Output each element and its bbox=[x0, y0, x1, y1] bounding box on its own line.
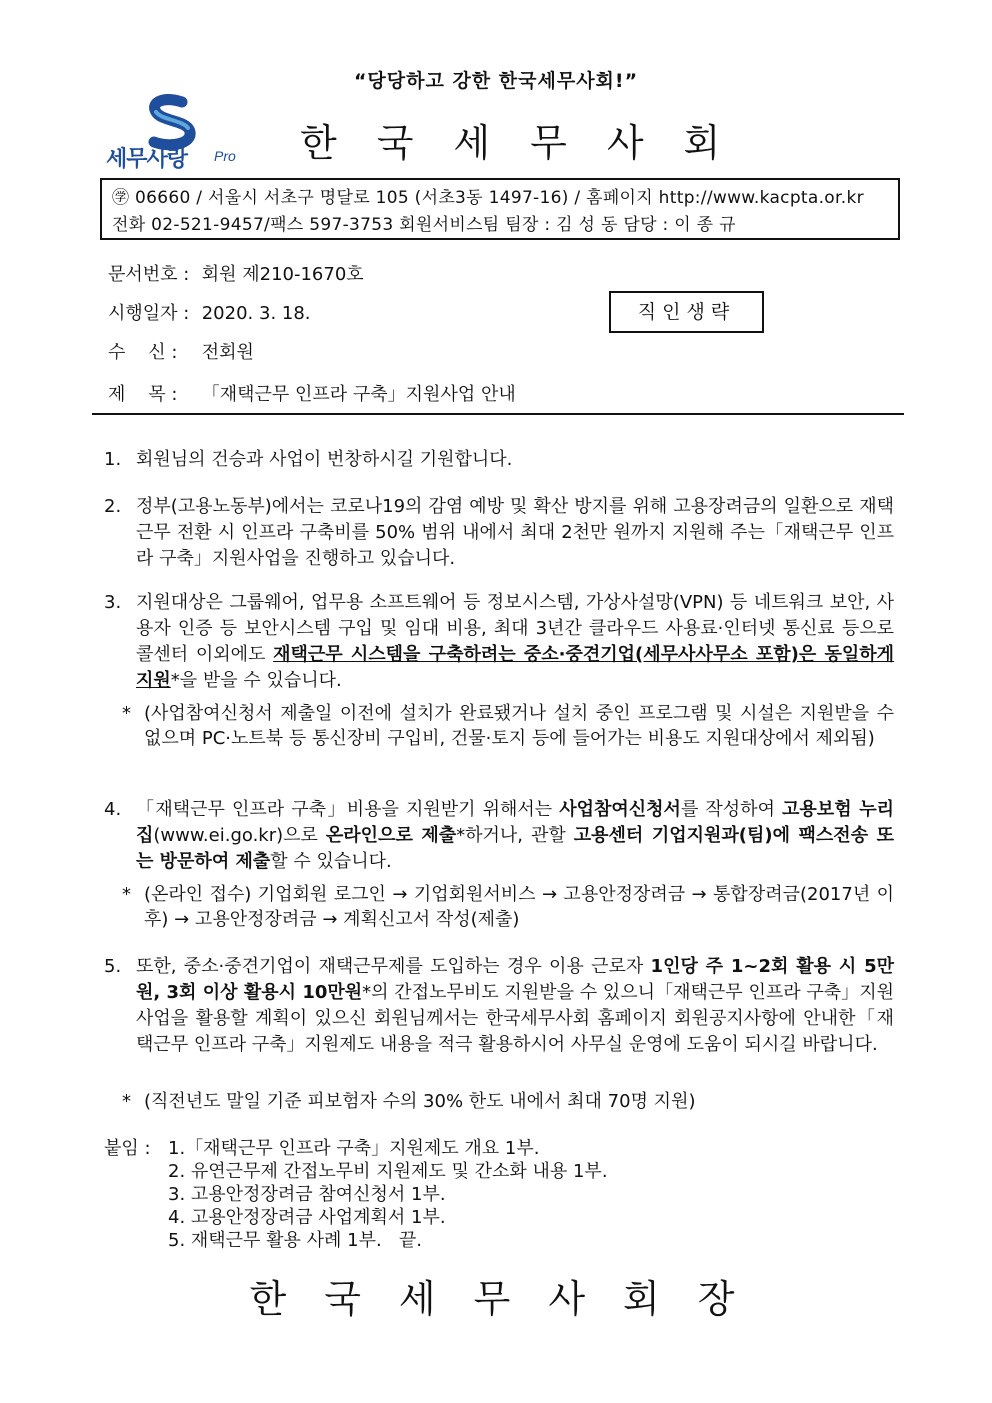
note-mark: * bbox=[122, 1091, 131, 1112]
subject-row bbox=[108, 380, 516, 406]
note-4 bbox=[122, 882, 894, 932]
logo-text: 세무사랑 bbox=[106, 146, 188, 171]
address-line: ㊫ 06660 / 서울시 서초구 명달로 105 (서초3동 1497-16) / 홈페이지 http://www.kacpta.or.kr bbox=[112, 188, 864, 208]
text-run: *을 받을 수 있습니다. bbox=[170, 670, 342, 691]
paragraph-number: 2. bbox=[104, 496, 122, 517]
organization-logo bbox=[104, 94, 254, 171]
doc-number-row bbox=[108, 260, 364, 286]
organization-title: 한국세무사회 bbox=[300, 121, 761, 165]
attachment-item: 3. 고용안정장려금 참여신청서 1부. bbox=[168, 1184, 446, 1205]
header-divider bbox=[92, 413, 904, 415]
text-run: 「재택근무 인프라 구축」비용을 지원받기 위해서는 bbox=[136, 799, 560, 820]
attachments-list bbox=[168, 1137, 608, 1252]
paragraph-number: 5. bbox=[104, 956, 122, 977]
attachment-item: 1.「재택근무 인프라 구축」지원제도 개요 1부. bbox=[168, 1138, 540, 1159]
emphasis-text: 재택근무 시스템을 구축하려는 중소·중견기업(세무사사무소 포함)은 동일하게 지원 bbox=[136, 644, 894, 691]
paragraph-2 bbox=[104, 494, 894, 572]
paragraph-1 bbox=[104, 447, 894, 473]
text-run: *하거나, 관할 bbox=[456, 825, 574, 846]
issue-date: 2020. 3. 18. bbox=[201, 303, 311, 324]
seal-omitted-stamp: 직인생략 bbox=[609, 291, 764, 333]
paragraph-text bbox=[136, 954, 894, 1058]
note-text: (온라인 접수) 기업회원 로그인 → 기업회원서비스 → 고용안정장려금 → 통합장려금(2017년 이후) → 고용안정장려금 → 계획신고서 작성(제출) bbox=[144, 884, 894, 930]
slogan: “당당하고 강한 한국세무사회!” bbox=[353, 70, 639, 92]
emphasis-text: 사업참여신청서 bbox=[559, 799, 681, 820]
text-run: *의 간접노무비도 지원받을 수 있으니「재택근무 인프라 구축」지원사업을 활용할 계획이 있으신 회원님께서는 한국세무사회 홈페이지 회원공지사항에 안내한「재택근무 인프라 구축」지원제도 내용을 적극 활용하시어 사무실 운영에 도움이 되시길 바랍니다. bbox=[136, 982, 895, 1055]
text-run: (www.ei.go.kr)으로 bbox=[153, 825, 326, 846]
doc-number: 회원 제210-1670호 bbox=[201, 264, 364, 285]
paragraph-text: 정부(고용노동부)에서는 코로나19의 감염 예방 및 확산 방지를 위해 고용장려금의 일환으로 재택근무 전환 시 인프라 구축비를 50% 범위 내에서 최대 2천만 원까지 지원해 주는「재택근무 인프라 구축」지원사업을 진행하고 있습니다. bbox=[136, 496, 894, 569]
paragraph-number: 4. bbox=[104, 799, 122, 820]
text-run: 또한, 중소·중견기업이 재택근무제를 도입하는 경우 이용 근로자 bbox=[136, 956, 651, 977]
subject: 「재택근무 인프라 구축」지원사업 안내 bbox=[201, 384, 516, 405]
paragraph-text: 회원님의 건승과 사업이 번창하시길 기원합니다. bbox=[136, 449, 513, 470]
emphasis-text: 고용보험 누리집 bbox=[136, 799, 894, 846]
note-3 bbox=[122, 701, 894, 751]
text-run: 를 작성하여 bbox=[680, 799, 783, 820]
text-run: 지원대상은 그룹웨어, 업무용 소프트웨어 등 정보시스템, 가상사설망(VPN) 등 네트워크 보안, 사용자 인증 등 보안시스템 구입 및 임대 비용, 최대 3년간 클라우드 사용료·인터넷 통신료 등으로 콜센터 이외에도 bbox=[136, 592, 894, 665]
logo-sub: Pro bbox=[214, 148, 236, 164]
issuer-title: 한국세무사회장 bbox=[249, 1277, 773, 1321]
attachment-item: 2. 유연근무제 간접노무비 지원제도 및 간소화 내용 1부. bbox=[168, 1161, 608, 1182]
date-label: 시행일자 : bbox=[108, 303, 190, 324]
date-row bbox=[108, 299, 311, 325]
paragraph-4 bbox=[104, 797, 894, 875]
note-text: (사업참여신청서 제출일 이전에 설치가 완료됐거나 설치 중인 프로그램 및 시설은 지원받을 수 없으며 PC·노트북 등 통신장비 구입비, 건물·토지 등에 들어가는 비용도 지원대상에서 제외됨) bbox=[144, 703, 894, 749]
paragraph-3 bbox=[104, 590, 894, 694]
attachment-item: 4. 고용안정장려금 사업계획서 1부. bbox=[168, 1207, 446, 1228]
subject-label: 제 목 : bbox=[108, 384, 178, 405]
contact-box bbox=[100, 178, 900, 240]
attachment-item: 5. 재택근무 활용 사례 1부. 끝. bbox=[168, 1230, 423, 1251]
recipient-label: 수 신 : bbox=[108, 342, 178, 363]
attachments-label: 붙임 : bbox=[104, 1138, 151, 1159]
note-5 bbox=[122, 1089, 894, 1114]
emphasis-text: 온라인으로 제출 bbox=[325, 825, 457, 846]
attachments bbox=[104, 1137, 608, 1252]
doc-number-label: 문서번호 : bbox=[108, 264, 190, 285]
paragraph-number: 3. bbox=[104, 592, 122, 613]
emphasis-text: 고용센터 기업지원과(팀)에 팩스전송 또는 방문하여 제출 bbox=[136, 825, 894, 872]
paragraph-text bbox=[136, 590, 894, 694]
emphasis-text: 1인당 주 1~2회 활용 시 5만원, 3회 이상 활용시 10만원 bbox=[136, 956, 894, 1003]
paragraph-5 bbox=[104, 954, 894, 1058]
recipient: 전회원 bbox=[201, 342, 254, 363]
paragraph-text bbox=[136, 797, 894, 875]
recipient-row bbox=[108, 338, 254, 364]
note-mark: * bbox=[122, 884, 131, 905]
paragraph-number: 1. bbox=[104, 449, 122, 470]
note-mark: * bbox=[122, 703, 131, 724]
text-run: 할 수 있습니다. bbox=[270, 851, 392, 872]
phone-line: 전화 02-521-9457/팩스 597-3753 회원서비스팀 팀장 : 김 성 동 담당 : 이 종 규 bbox=[112, 215, 736, 235]
note-text: (직전년도 말일 기준 피보험자 수의 30% 한도 내에서 최대 70명 지원) bbox=[144, 1091, 696, 1112]
